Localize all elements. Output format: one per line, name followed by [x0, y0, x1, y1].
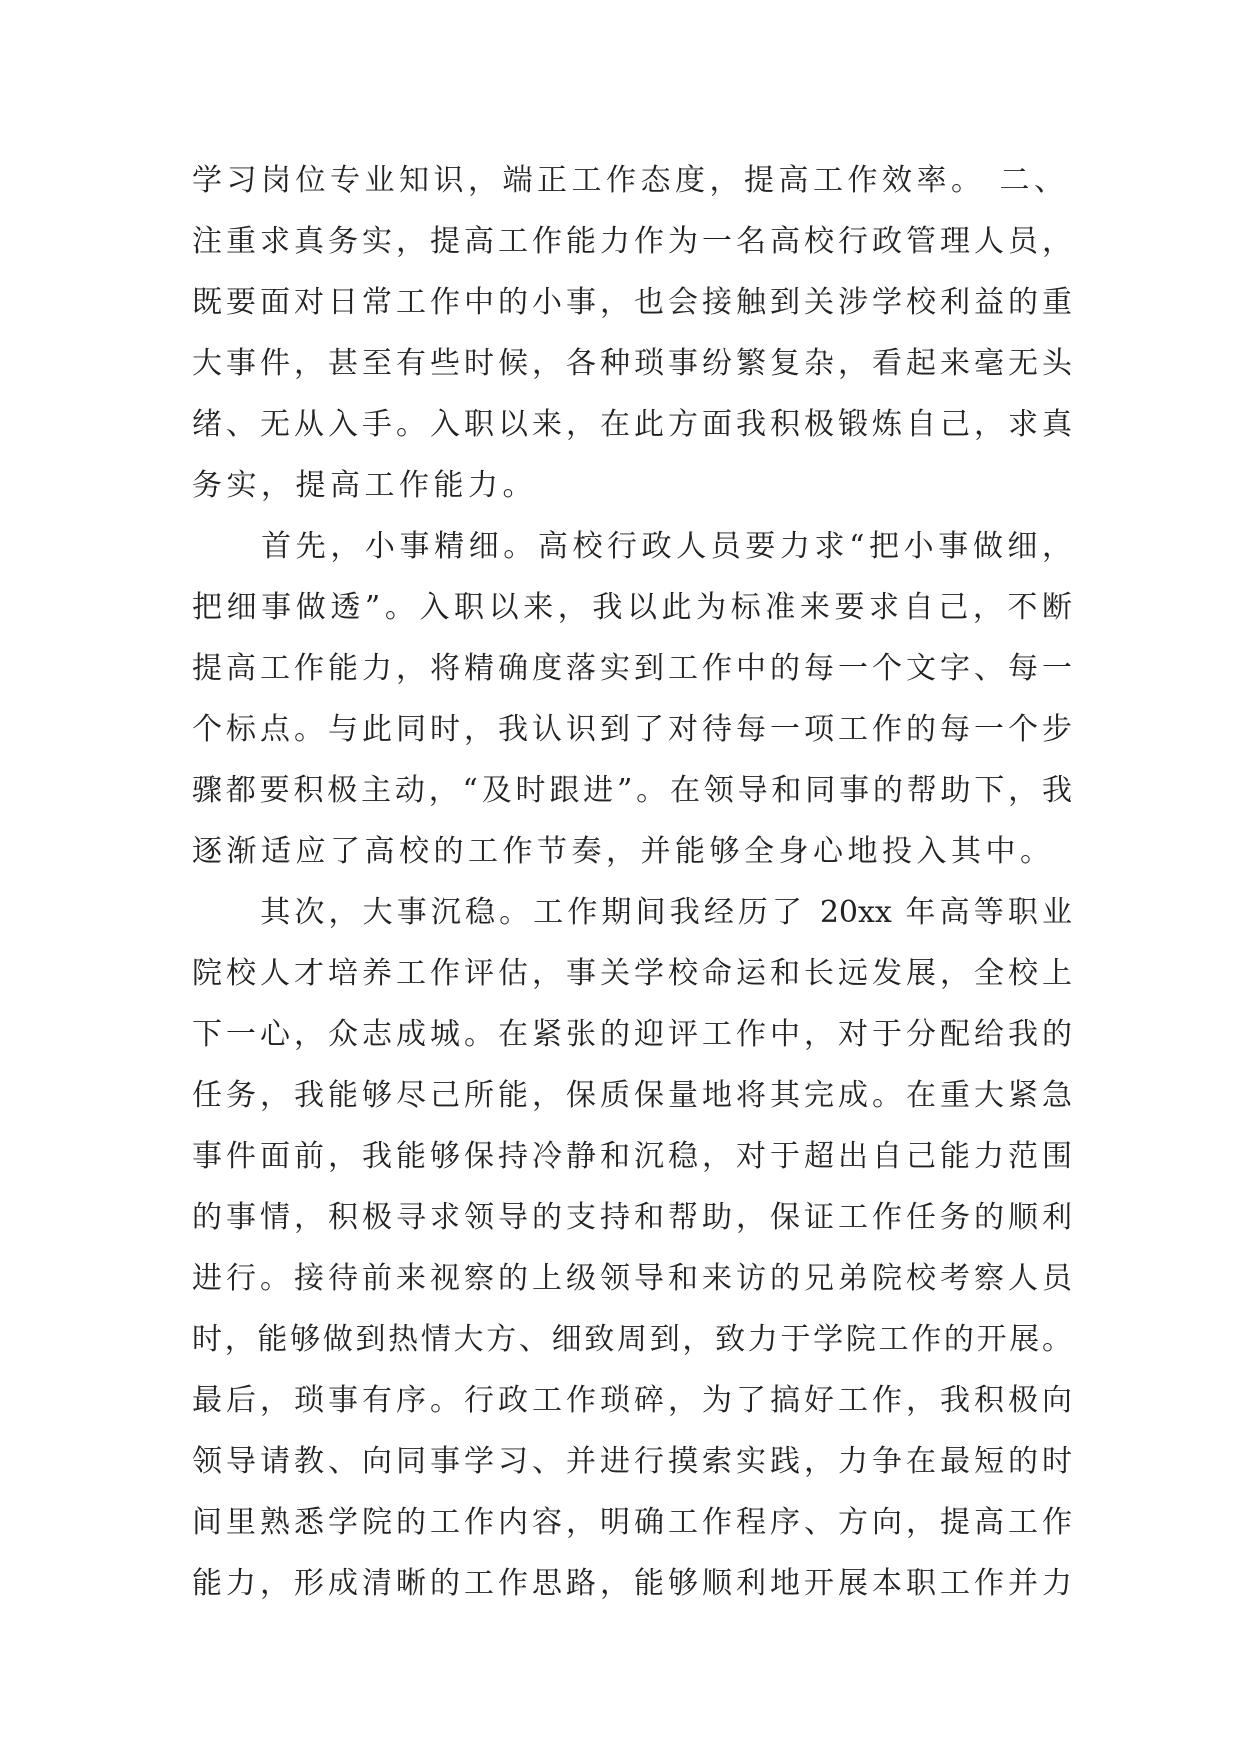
text-line: 首先，小事精细。高校行政人员要力求“把小事做细，	[192, 529, 1072, 564]
text-line: 领导请教、向同事学习、并进行摸索实践，力争在最短的时	[192, 1444, 1072, 1479]
text-line: 提高工作能力，将精确度落实到工作中的每一个文字、每一	[192, 651, 1072, 686]
text-line: 大事件，甚至有些时候，各种琐事纷繁复杂，看起来毫无头	[192, 346, 1072, 381]
text-line: 间里熟悉学院的工作内容，明确工作程序、方向，提高工作	[192, 1505, 1072, 1540]
text-line: 最后，琐事有序。行政工作琐碎，为了搞好工作，我积极向	[192, 1383, 1072, 1418]
text-line: 逐渐适应了高校的工作节奏，并能够全身心地投入其中。	[192, 834, 1055, 869]
text-line: 务实，提高工作能力。	[192, 468, 537, 503]
text-line: 时，能够做到热情大方、细致周到，致力于学院工作的开展。	[192, 1322, 1072, 1357]
text-line: 进行。接待前来视察的上级领导和来访的兄弟院校考察人员	[192, 1261, 1072, 1296]
text-line: 骤都要积极主动，“及时跟进”。在领导和同事的帮助下，我	[192, 773, 1072, 808]
text-line: 任务，我能够尽己所能，保质保量地将其完成。在重大紧急	[192, 1078, 1072, 1113]
text-line: 个标点。与此同时，我认识到了对待每一项工作的每一个步	[192, 712, 1072, 747]
text-line: 既要面对日常工作中的小事，也会接触到关涉学校利益的重	[192, 285, 1072, 320]
text-line: 下一心，众志成城。在紧张的迎评工作中，对于分配给我的	[192, 1017, 1072, 1052]
text-line: 事件面前，我能够保持冷静和沉稳，对于超出自己能力范围	[192, 1139, 1072, 1174]
text-line: 院校人才培养工作评估，事关学校命运和长远发展，全校上	[192, 956, 1072, 991]
text-line: 注重求真务实，提高工作能力作为一名高校行政管理人员，	[192, 224, 1072, 259]
text-line: 学习岗位专业知识，端正工作态度，提高工作效率。 二、	[192, 163, 1069, 198]
text-line: 的事情，积极寻求领导的支持和帮助，保证工作任务的顺利	[192, 1200, 1072, 1235]
text-line: 能力，形成清晰的工作思路，能够顺利地开展本职工作并力	[192, 1566, 1072, 1601]
text-line: 绪、无从入手。入职以来，在此方面我积极锻炼自己，求真	[192, 407, 1072, 442]
text-line: 其次，大事沉稳。工作期间我经历了 20xx 年高等职业	[192, 895, 1072, 930]
body-text	[192, 150, 1072, 1614]
text-line: 把细事做透”。入职以来，我以此为标准来要求自己，不断	[192, 590, 1072, 625]
